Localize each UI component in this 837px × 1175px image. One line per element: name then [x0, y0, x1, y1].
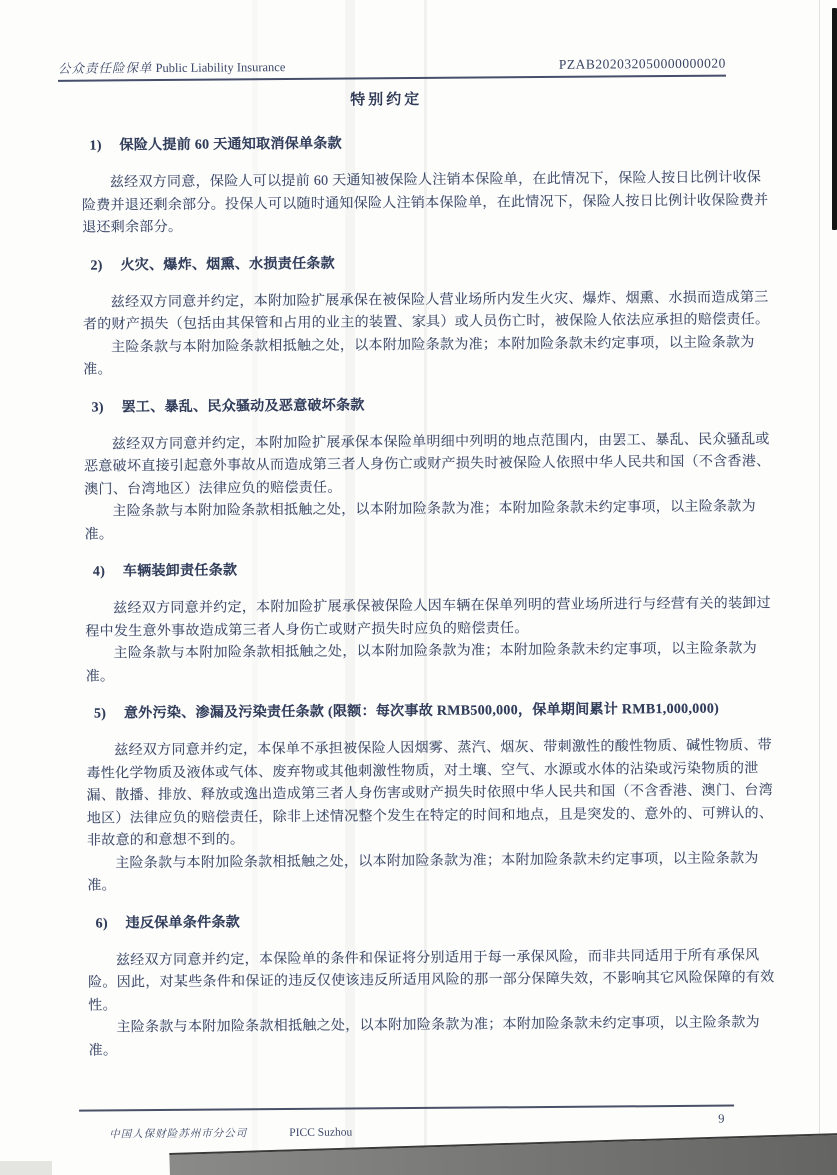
clause-section — [85, 559, 774, 688]
scan-artifact-right-strip — [832, 8, 837, 230]
clause-heading — [96, 911, 776, 932]
clause-paragraph: 兹经双方同意并约定，本附加险扩展承保在被保险人营业场所内发生火灾、爆炸、烟熏、水损而造成第三者的财产损失（包括由其保管和占用的业主的装置、家具）或人员伤亡时，被保险人依法应承担的赔偿责任。 — [82, 289, 770, 333]
special-provisions-list — [81, 133, 776, 1080]
clause-number: 3) — [91, 399, 104, 416]
footer-rule — [79, 1105, 734, 1112]
clause-heading-text: 罢工、暴乱、民众骚动及恶意破坏条款 — [121, 397, 365, 415]
clause-heading-text: 意外污染、渗漏及污染责任条款 (限额：每次事故 RMB500,000，保单期间累计 RMB1,000,000) — [123, 701, 720, 722]
page-footer — [109, 1125, 352, 1142]
clause-heading-text: 车辆装卸责任条款 — [122, 563, 238, 580]
clause-section — [86, 701, 775, 898]
clause-section — [81, 133, 770, 240]
clause-paragraph: 兹经双方同意，保险人可以提前 60 天通知被保险人注销本保险单，在此情况下，保险人按日比例计收保险费并退还剩余部分。投保人可以随时通知保险人注销本保险单，在此情况下，保险人按日比例计收保险费并退还剩余部分。 — [81, 170, 769, 236]
clause-number: 4) — [92, 564, 106, 580]
page-number: 9 — [718, 1111, 725, 1126]
clause-paragraph: 主险条款与本附加险条款相抵触之处，以本附加险条款为准；本附加险条款未约定事项，以主险条款为准。 — [87, 850, 759, 894]
clause-paragraph: 主险条款与本附加险条款相抵触之处，以本附加险条款为准；本附加险条款未约定事项，以主险条款为准。 — [83, 334, 755, 378]
clause-paragraph: 兹经双方同意并约定，本附加险扩展承保本保险单明细中列明的地点范围内，由罢工、暴乱、民众骚乱或恶意破坏直接引起意外事故从而造成第三者人身伤亡或财产损失时被保险人依照中华人民共和国（不含香港、澳门、台湾地区）法律应负的赔偿责任。 — [83, 431, 771, 498]
clause-heading-text: 保险人提前 60 天通知取消保单条款 — [119, 136, 342, 154]
document-type-en: Public Liability Insurance — [155, 60, 286, 76]
clause-heading-text: 火灾、爆炸、烟熏、水损责任条款 — [120, 256, 336, 273]
clause-number: 5) — [93, 706, 107, 722]
clause-heading-text: 违反保单条件条款 — [125, 914, 241, 931]
clause-paragraph: 主险条款与本附加险条款相抵触之处，以本附加险条款为准；本附加险条款未约定事项，以主险条款为准。 — [84, 499, 756, 543]
company-name-cn: 中国人保财险苏州市分公司 — [109, 1128, 248, 1141]
clause-paragraph: 主险条款与本附加险条款相抵触之处，以本附加险条款为准；本附加险条款未约定事项，以主险条款为准。 — [88, 1015, 760, 1059]
scan-artifact-smudge — [0, 1161, 52, 1175]
clause-section — [82, 253, 771, 382]
clause-section — [84, 395, 773, 547]
clause-heading — [94, 701, 774, 722]
clause-number: 1) — [89, 138, 102, 154]
policy-number: PZAB202032050000000020 — [558, 55, 726, 72]
company-name-en: PICC Suzhou — [289, 1126, 353, 1140]
clause-heading — [92, 395, 772, 416]
page-title: 特别约定 — [350, 91, 423, 109]
clause-paragraph: 兹经双方同意并约定，本保险单的条件和保证将分别适用于每一承保风险，而非共同适用于所有承保风险。因此，对某些条件和保证的违反仅使该违反所适用风险的那一部分保障失效，不影响其它风险保障的有效性。 — [88, 947, 775, 1014]
clause-section — [88, 911, 777, 1063]
clause-number: 2) — [90, 257, 103, 274]
clause-paragraph: 兹经双方同意并约定，本附加险扩展承保被保险人因车辆在保单列明的营业场所进行与经营有关的装卸过程中发生意外事故造成第三者人身伤亡或财产损失时应负的赔偿责任。 — [85, 596, 771, 640]
document-type — [58, 57, 286, 77]
clause-heading — [93, 559, 773, 580]
clause-number: 6) — [95, 915, 108, 932]
clause-paragraph: 兹经双方同意并约定，本保单不承担被保险人因烟雾、蒸汽、烟灰、带刺激性的酸性物质、碱性物质、带毒性化学物质及液体或气体、废弃物或其他刺激性物质，对土壤、空气、水源或水体的沾染或污染物质的泄漏、散播、排放、释放或逸出造成第三者人身伤害或财产损失时依照中华人民共和国（不含香港、澳门、台湾地区）法律应负的赔偿责任，除非上述情况整个发生在特定的时间和地点，且是突发的、意外的、可辨认的、非故意的和意想不到的。 — [86, 738, 774, 849]
page-header — [58, 54, 726, 82]
clause-heading — [89, 133, 769, 154]
document-type-cn: 公众责任险保单 — [57, 61, 153, 76]
clause-heading — [90, 253, 770, 274]
clause-paragraph: 主险条款与本附加险条款相抵触之处，以本附加险条款为准；本附加险条款未约定事项，以主险条款为准。 — [85, 641, 758, 685]
